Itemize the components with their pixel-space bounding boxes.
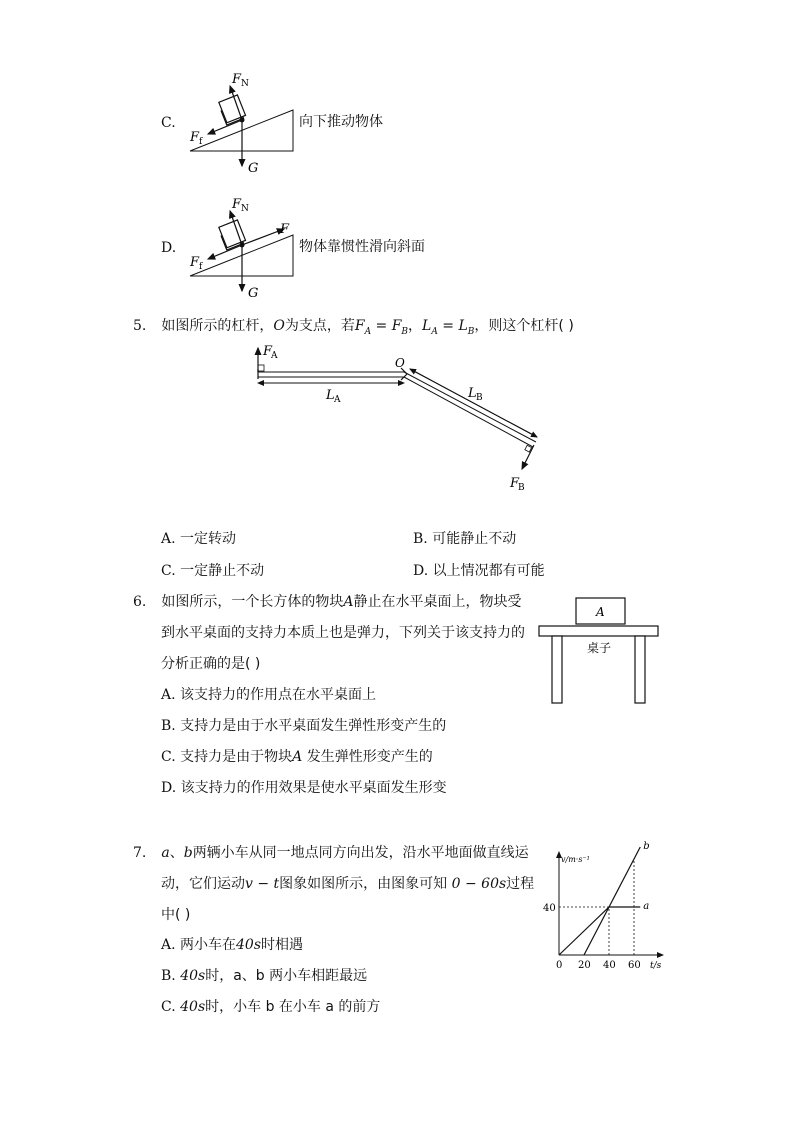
question-number: 6. bbox=[133, 594, 147, 610]
q6-option-b: B. 支持力是由于水平桌面发生弹性形变产生的 bbox=[161, 718, 447, 734]
x-tick-label: 60 bbox=[628, 960, 641, 971]
ff-label: F bbox=[190, 255, 200, 270]
series-b-label: b bbox=[643, 841, 650, 852]
q6-stem-line3: 分析正确的是( ) bbox=[161, 656, 261, 672]
la-label: L bbox=[326, 388, 335, 403]
q6-table-diagram bbox=[538, 596, 660, 708]
q4-option-c-diagram bbox=[180, 68, 300, 178]
q6-option-d: D. 该支持力的作用效果是使水平桌面发生形变 bbox=[161, 780, 447, 796]
ff-label: F bbox=[190, 130, 200, 145]
fn-label: F bbox=[232, 72, 242, 87]
g-label: G bbox=[248, 286, 259, 301]
q5-option-a: A. 一定转动 bbox=[161, 531, 237, 547]
q7-stem-line2: 动，它们运动v − t图象如图所示，由图象可知 0 − 60s过程 bbox=[161, 876, 535, 892]
fb-label: F bbox=[510, 476, 520, 491]
table-label: 桌子 bbox=[587, 641, 612, 655]
ff-sub: f bbox=[199, 137, 203, 147]
q5-option-d: D. 以上情况都有可能 bbox=[413, 563, 545, 579]
q6-option-c: C. 支持力是由于物块A 发生弹性形变产生的 bbox=[161, 749, 433, 765]
x-tick-label: 0 bbox=[556, 960, 563, 971]
q7-vt-chart bbox=[530, 840, 675, 975]
q4-option-d-letter: D. bbox=[161, 240, 177, 256]
x-tick-label: 40 bbox=[603, 960, 616, 971]
q5-lever-diagram bbox=[240, 338, 560, 498]
q6-option-a: A. 该支持力的作用点在水平桌面上 bbox=[161, 687, 377, 703]
fn-sub: N bbox=[241, 204, 249, 214]
ff-sub: f bbox=[199, 262, 203, 272]
q5-option-b: B. 可能静止不动 bbox=[413, 531, 517, 547]
g-label: G bbox=[248, 161, 259, 176]
q4-option-c-caption: 向下推动物体 bbox=[299, 114, 383, 130]
block-label: A bbox=[596, 605, 605, 619]
q6-stem-line1: 6. 如图所示，一个长方体的物块A静止在水平桌面上，物块受 bbox=[133, 594, 522, 610]
series-b-line bbox=[584, 847, 640, 955]
q6-stem-line2: 到水平桌面的支持力本质上也是弹力，下列关于该支持力的 bbox=[161, 625, 525, 641]
x-axis-label: t/s bbox=[650, 961, 662, 971]
fn-label: F bbox=[232, 197, 242, 212]
q5-option-c: C. 一定静止不动 bbox=[161, 563, 265, 579]
q5-stem: 5. 如图所示的杠杆，O为支点，若$F_A = F_B$，$L_A = L_B$，则这个杠杆( ) bbox=[133, 318, 574, 337]
q4-option-d-caption: 物体靠惯性滑向斜面 bbox=[299, 239, 425, 255]
series-a-label: a bbox=[643, 901, 650, 912]
y-axis-label: v/m·s⁻¹ bbox=[561, 855, 590, 864]
question-number: 5. bbox=[133, 318, 147, 334]
q4-option-d-diagram bbox=[180, 193, 300, 303]
q4-option-c-letter: C. bbox=[161, 115, 176, 131]
series-a-line bbox=[559, 907, 640, 955]
y-tick-label: 40 bbox=[543, 903, 556, 914]
fa-label: F bbox=[263, 344, 273, 359]
lb-sub: B bbox=[476, 393, 483, 403]
fb-sub: B bbox=[518, 483, 525, 493]
question-number: 7. bbox=[133, 845, 147, 861]
q7-option-a: A. 两小车在40s时相遇 bbox=[161, 937, 304, 953]
q7-option-c: C. 40s时，小车 b 在小车 a 的前方 bbox=[161, 999, 381, 1015]
o-label: O bbox=[395, 356, 405, 370]
q7-option-b: B. 40s时，a、b 两小车相距最远 bbox=[161, 968, 368, 984]
x-tick-label: 20 bbox=[578, 960, 591, 971]
la-sub: A bbox=[334, 395, 341, 405]
q7-stem-line1: 7. a、b两辆小车从同一地点同方向出发，沿水平地面做直线运 bbox=[133, 845, 529, 861]
fn-sub: N bbox=[241, 79, 249, 89]
fa-sub: A bbox=[271, 351, 278, 361]
lb-label: L bbox=[468, 386, 477, 401]
q7-stem-line3: 中( ) bbox=[161, 907, 191, 923]
f-label: F bbox=[280, 222, 290, 237]
